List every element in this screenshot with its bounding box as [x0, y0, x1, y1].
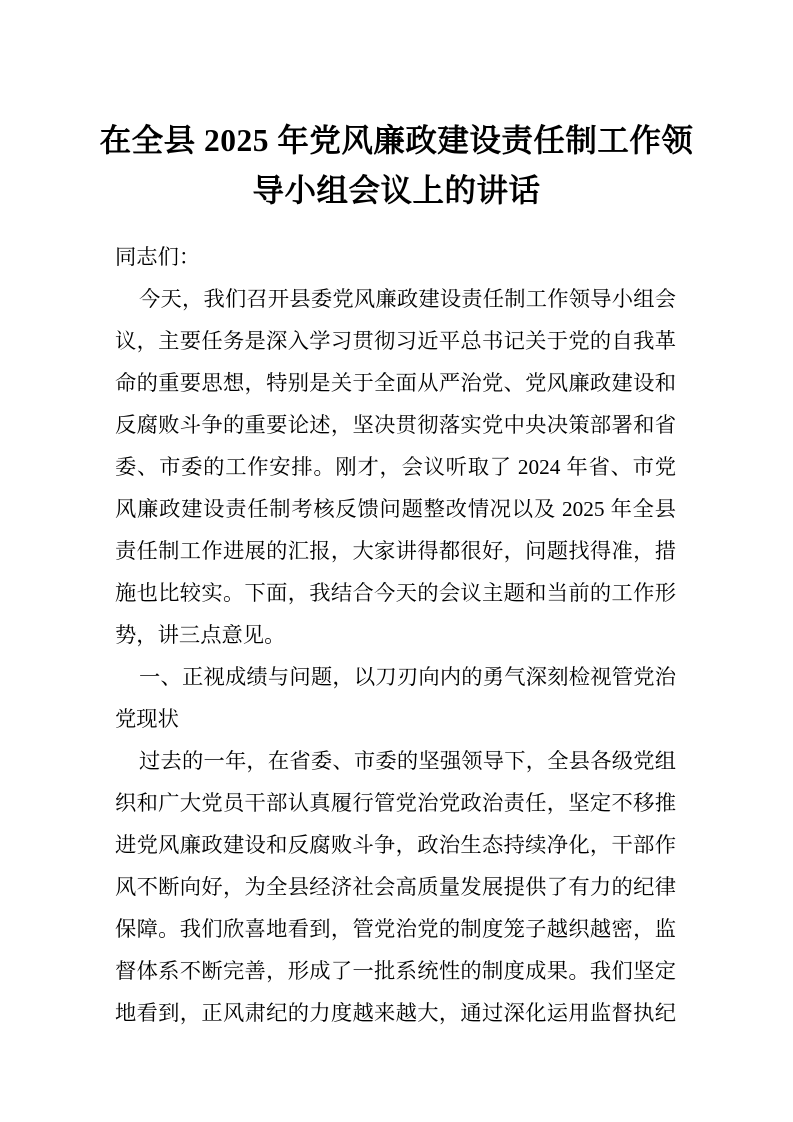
text-line: 织和广大党员干部认真履行管党治党政治责任，坚定不移推 [115, 791, 676, 815]
text-line: 保障。我们欣喜地看到，管党治党的制度笼子越织越密，监 [115, 917, 676, 941]
text-line: 地看到，正风肃纪的力度越来越大，通过深化运用监督执纪 [115, 1001, 676, 1025]
text-line: 责任制工作进展的汇报，大家讲得都很好，问题找得准，措 [115, 539, 676, 563]
document-title [0, 116, 793, 216]
text-line: 同志们： [115, 245, 201, 269]
paragraph-section-heading-1 [115, 656, 676, 740]
text-line: 党现状 [115, 707, 179, 731]
document-body [115, 236, 676, 1034]
title-line: 导小组会议上的讲话 [252, 173, 541, 208]
text-line: 命的重要思想，特别是关于全面从严治党、党风廉政建设和 [115, 371, 676, 395]
text-line: 进党风廉政建设和反腐败斗争，政治生态持续净化，干部作 [115, 833, 676, 857]
text-line: 风不断向好，为全县经济社会高质量发展提供了有力的纪律 [115, 875, 676, 899]
text-line: 过去的一年，在省委、市委的坚强领导下，全县各级党组 [139, 749, 676, 773]
text-line: 施也比较实。下面，我结合今天的会议主题和当前的工作形 [115, 581, 676, 605]
paragraph-achievements-review [115, 740, 676, 1034]
title-line: 在全县 2025 年党风廉政建设责任制工作领 [99, 123, 694, 158]
text-line: 委、市委的工作安排。刚才，会议听取了 2024 年省、市党 [115, 455, 676, 479]
text-line: 督体系不断完善，形成了一批系统性的制度成果。我们坚定 [115, 959, 676, 983]
paragraph-salutation [115, 236, 676, 278]
text-line: 今天，我们召开县委党风廉政建设责任制工作领导小组会 [139, 287, 676, 311]
text-line: 风廉政建设责任制考核反馈问题整改情况以及 2025 年全县 [115, 497, 676, 521]
text-line: 反腐败斗争的重要论述，坚决贯彻落实党中央决策部署和省 [115, 413, 676, 437]
text-line: 议，主要任务是深入学习贯彻习近平总书记关于党的自我革 [115, 329, 676, 353]
text-line: 一、正视成绩与问题，以刀刃向内的勇气深刻检视管党治 [139, 665, 676, 689]
text-line: 势，讲三点意见。 [115, 623, 286, 647]
paragraph-opening [115, 278, 676, 656]
